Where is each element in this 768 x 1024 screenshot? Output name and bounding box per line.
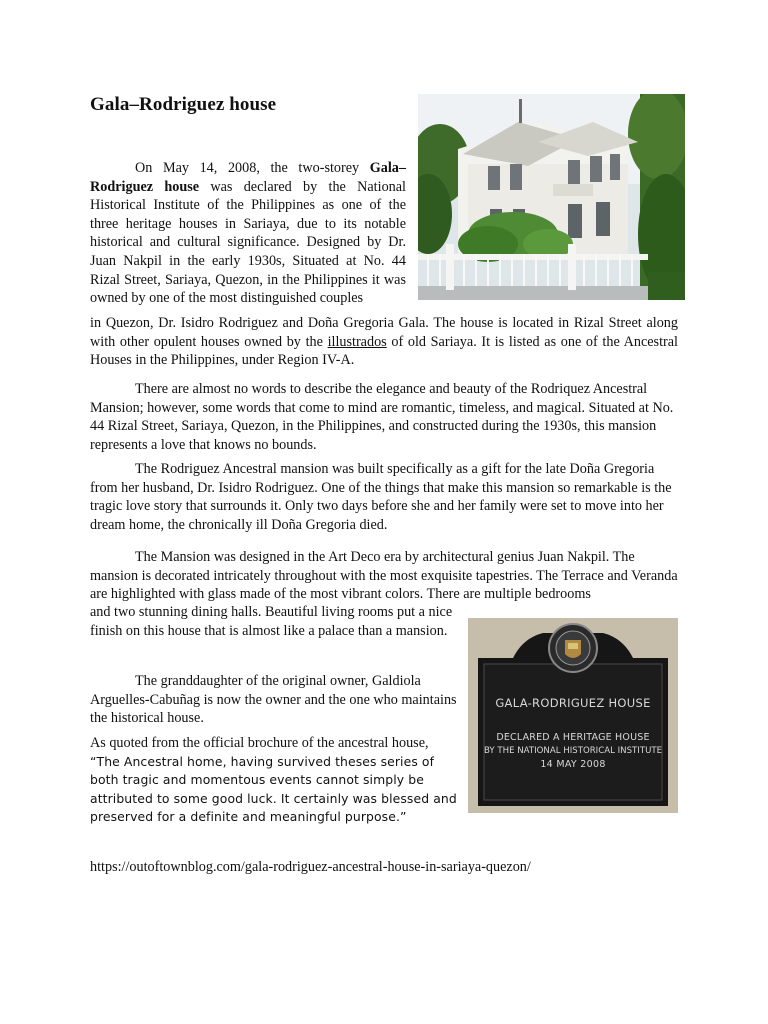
heritage-marker-photo <box>468 618 678 813</box>
paragraph-art-deco-cont: and two stunning dining halls. Beautiful living rooms put a nice finish on this house that is almost like a palace than a mansion. <box>90 604 453 639</box>
paragraph-gift: The Rodriguez Ancestral mansion was built specifically as a gift for the late Doña Gregoria from her husband, Dr. Isidro Rodriguez. One of the things that make this mansion so remarkable is the tragic love story that surrounds it. Only two days before she and her family were set to move into her dream home, the chronically ill Doña Gregoria died. <box>90 461 672 533</box>
source-url[interactable]: https://outoftownblog.com/gala-rodriguez-ancestral-house-in-sariaya-quezon/ <box>90 859 531 875</box>
paragraph-elegance: There are almost no words to describe the elegance and beauty of the Rodriquez Ancestral Mansion; however, some words that come to mind are romantic, timeless, and magical. Situated at No. 44 Rizal Street, Sariaya, Quezon, in the Philippines, and constructed during the 1930s, this mansion represents a love that knows no bounds. <box>90 381 674 453</box>
intro-paragraph-part2: in Quezon, Dr. Isidro Rodriguez and Doña Gregoria Gala. The house is located in Rizal Street along with other opulent houses owned by the illustrados of old Sariaya. It is listed as one of the Ancestral Houses in the Philippines, under Region IV-A. <box>90 315 678 369</box>
brochure-quote: “The Ancestral home, having survived theses series of both tragic and momentous events cannot simply be attributed to some good luck. It certainly was blessed and preserved for a definite and meaningful purpose.” <box>90 753 457 825</box>
paragraph-quote: As quoted from the official brochure of the ancestral house, “The Ancestral home, having survived theses series of both tragic and momentous events cannot simply be attributed to some good luck. It certainly was blessed and preserved for a definite and meaningful purpose.” <box>90 735 457 825</box>
link-ancestral-houses[interactable]: Ancestral Houses in the Philippines <box>90 333 678 369</box>
paragraph-owner: The granddaughter of the original owner, Galdiola Arguelles-Cabuñag is now the owner and the one who maintains the historical house. <box>90 673 457 727</box>
marker-line-institute: BY THE NATIONAL HISTORICAL INSTITUTE <box>483 746 663 756</box>
page-title: Gala–Rodriguez house <box>90 94 277 115</box>
intro-paragraph-part1: On May 14, 2008, the two-storey Gala–Rodriguez house was declared by the National Historical Institute of the Philippines as one of the three heritage houses in Sariaya, due to its notable historical and cultural significance. Designed by Dr. Juan Nakpil in the early 1930s, Situated at No. 44 Rizal Street, Sariaya, Quezon, in the Philippines it was owned by one of the most distinguished couples <box>90 160 407 307</box>
marker-line-date: 14 MAY 2008 <box>540 759 606 770</box>
link-nhi[interactable]: National Historical Institute <box>90 178 406 214</box>
house-name-bold: Gala–Rodriguez house <box>90 160 406 195</box>
house-photo <box>418 94 685 300</box>
link-nakpil[interactable]: Dr. Juan Nakpil <box>90 234 406 269</box>
link-sariaya[interactable]: Sariaya <box>243 215 287 232</box>
link-location[interactable]: Situated at No. 44 Rizal Street, Sariaya, Quezon, in the Philippines <box>90 252 406 288</box>
link-illustrados[interactable]: illustrados <box>327 333 387 350</box>
marker-title: GALA-RODRIGUEZ HOUSE <box>495 696 651 710</box>
marker-line-declared: DECLARED A HERITAGE HOUSE <box>496 732 650 743</box>
paragraph-art-deco: The Mansion was designed in the Art Deco era by architectural genius Juan Nakpil. The mansion is decorated intricately throughout with the most exquisite tapestries. The Terrace and Veranda are highlighted with glass made of the most vibrant colors. There are multiple bedrooms <box>90 549 678 603</box>
link-quezon[interactable]: Quezon <box>105 315 150 331</box>
